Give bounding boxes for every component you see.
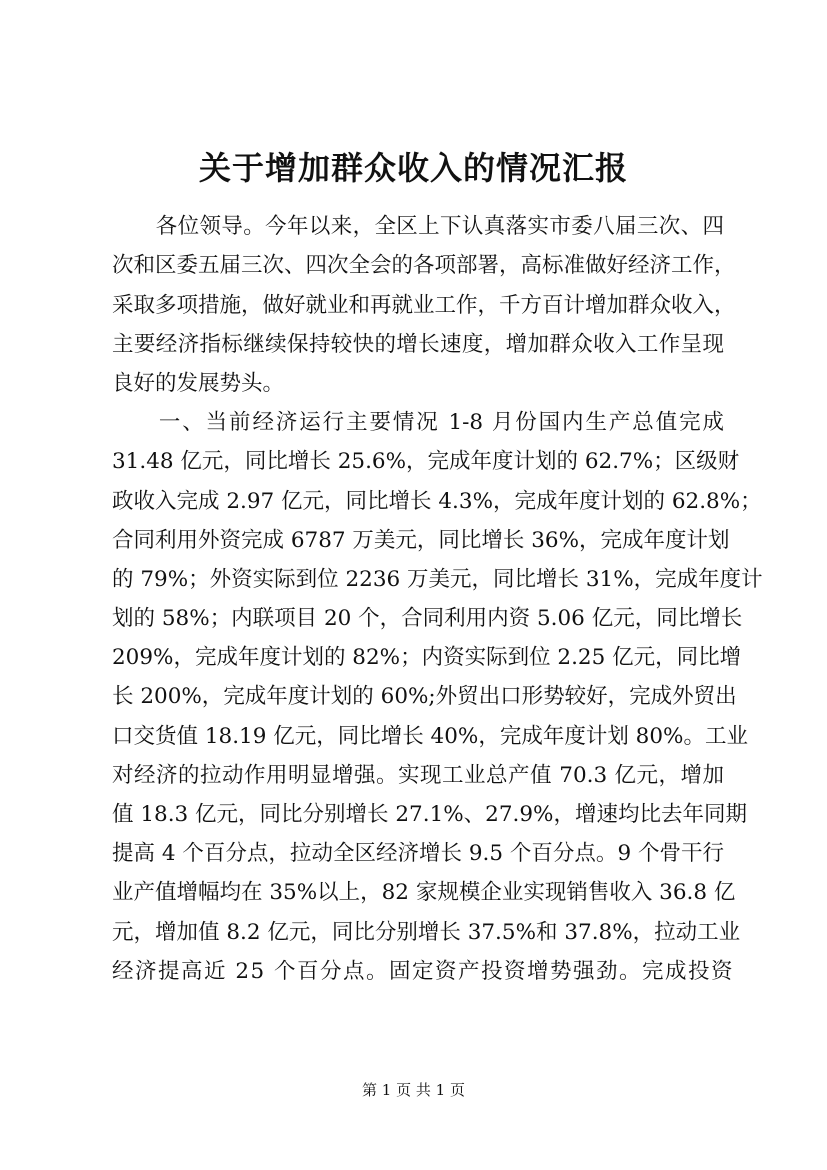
body-line: 31.48 亿元，同比增长 25.6%，完成年度计划的 62.7%；区级财: [112, 449, 740, 475]
body-line: 合同利用外资完成 6787 万美元，同比增长 36%，完成年度计划: [112, 527, 730, 553]
document-body: [112, 168, 763, 991]
page-number-footer: 第 1 页 共 1 页: [362, 1081, 465, 1099]
body-line: 长 200%，完成年度计划的 60%;外贸出口形势较好，完成外贸出: [112, 684, 737, 710]
body-line: 值 18.3 亿元，同比分别增长 27.1%、27.9%，增速均比去年同期: [112, 802, 747, 827]
body-line: 政收入完成 2.97 亿元，同比增长 4.3%，完成年度计划的 62.8%；: [112, 488, 762, 514]
body-line: 口交货值 18.19 亿元，同比增长 40%，完成年度计划 80%。工业: [112, 723, 748, 749]
document-title: 关于增加群众收入的情况汇报: [198, 149, 628, 187]
body-line: 采取多项措施，做好就业和再就业工作，千方百计增加群众收入，: [112, 292, 736, 318]
body-line: 划的 58%；内联项目 20 个，合同利用内资 5.06 亿元，同比增长: [112, 606, 743, 632]
body-line: 209%，完成年度计划的 82%；内资实际到位 2.25 亿元，同比增: [112, 645, 742, 671]
body-line: 业产值增幅均在 35%以上，82 家规模企业实现销售收入 36.8 亿: [112, 880, 736, 906]
body-line: 元，增加值 8.2 亿元，同比分别增长 37.5%和 37.8%，拉动工业: [112, 919, 741, 945]
body-line: 的 79%；外资实际到位 2236 万美元，同比增长 31%，完成年度计: [112, 566, 763, 592]
body-line: 良好的发展势头。: [112, 370, 285, 396]
body-line: 一、当前经济运行主要情况 1-8 月份国内生产总值完成: [112, 410, 724, 436]
body-line: 提高 4 个百分点，拉动全区经济增长 9.5 个百分点。9 个骨干行: [112, 841, 724, 867]
body-line: 各位领导。今年以来，全区上下认真落实市委八届三次、四: [112, 214, 724, 240]
body-line: 经济提高近 25 个百分点。固定资产投资增势强劲。完成投资: [112, 958, 735, 984]
body-line: 次和区委五届三次、四次全会的各项部署，高标准做好经济工作，: [112, 253, 736, 279]
body-line: [112, 168, 724, 207]
body-line: 主要经济指标继续保持较快的增长速度，增加群众收入工作呈现: [112, 331, 724, 357]
body-line: 对经济的拉动作用明显增强。实现工业总产值 70.3 亿元，增加: [112, 762, 724, 788]
